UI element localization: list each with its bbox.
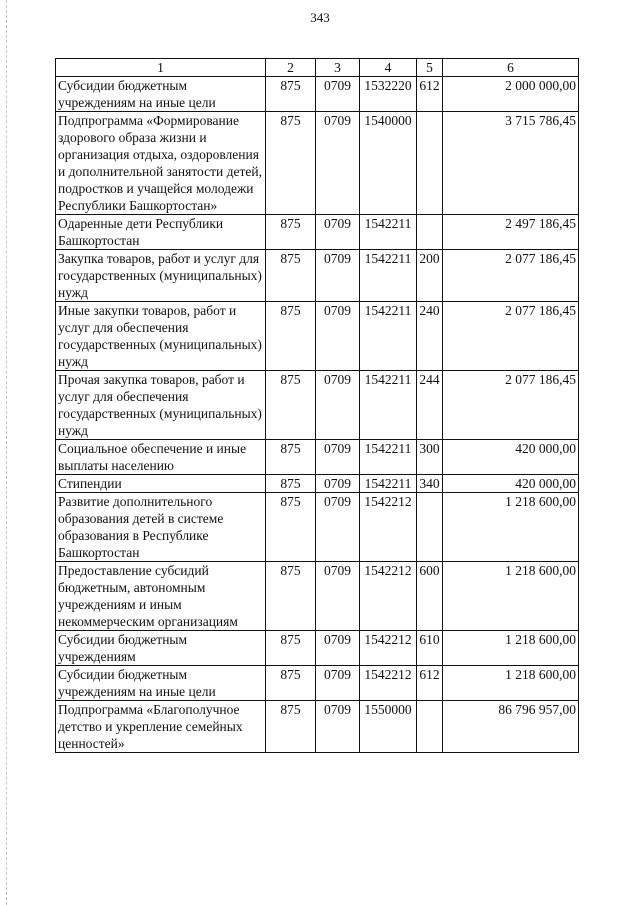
row-section: 0709 (316, 701, 360, 753)
row-section: 0709 (316, 493, 360, 562)
row-name: Иные закупки товаров, работ и услуг для обеспечения государственных (муниципальных) нужд (56, 302, 266, 371)
row-target: 1550000 (360, 701, 417, 753)
row-section: 0709 (316, 562, 360, 631)
row-section: 0709 (316, 250, 360, 302)
row-code: 875 (266, 250, 316, 302)
row-name: Подпрограмма «Благополучное детство и укрепление семейных ценностей» (56, 701, 266, 753)
row-code: 875 (266, 440, 316, 475)
table-row (56, 440, 579, 475)
table-header-row (56, 59, 579, 77)
row-type: 612 (417, 666, 443, 701)
page-number: 343 (310, 10, 330, 25)
row-amount: 1 218 600,00 (443, 493, 579, 562)
column-header-5: 5 (417, 59, 443, 77)
row-section: 0709 (316, 371, 360, 440)
row-code: 875 (266, 666, 316, 701)
table-row (56, 475, 579, 493)
row-amount: 3 715 786,45 (443, 112, 579, 215)
row-target: 1532220 (360, 77, 417, 112)
row-code: 875 (266, 701, 316, 753)
row-amount: 2 077 186,45 (443, 250, 579, 302)
row-type: 610 (417, 631, 443, 666)
row-amount: 2 497 186,45 (443, 215, 579, 250)
table-row (56, 701, 579, 753)
row-target: 1542211 (360, 215, 417, 250)
row-section: 0709 (316, 77, 360, 112)
row-section: 0709 (316, 666, 360, 701)
row-section: 0709 (316, 215, 360, 250)
column-header-6: 6 (443, 59, 579, 77)
row-code: 875 (266, 112, 316, 215)
row-type (417, 112, 443, 215)
row-amount: 86 796 957,00 (443, 701, 579, 753)
row-code: 875 (266, 475, 316, 493)
row-target: 1542211 (360, 475, 417, 493)
row-type (417, 215, 443, 250)
table-row (56, 371, 579, 440)
row-target: 1542212 (360, 666, 417, 701)
table-row (56, 631, 579, 666)
row-name: Прочая закупка товаров, работ и услуг для обеспечения государственных (муниципальных) нужд (56, 371, 266, 440)
row-code: 875 (266, 631, 316, 666)
row-amount: 420 000,00 (443, 475, 579, 493)
row-name: Социальное обеспечение и иные выплаты населению (56, 440, 266, 475)
row-name: Развитие дополнительного образования детей в системе образования в Республике Башкортостан (56, 493, 266, 562)
table-row (56, 215, 579, 250)
row-amount: 1 218 600,00 (443, 631, 579, 666)
table-row (56, 562, 579, 631)
row-code: 875 (266, 493, 316, 562)
row-code: 875 (266, 302, 316, 371)
row-amount: 2 000 000,00 (443, 77, 579, 112)
row-target: 1542212 (360, 631, 417, 666)
row-code: 875 (266, 371, 316, 440)
table-row (56, 493, 579, 562)
row-type: 240 (417, 302, 443, 371)
row-section: 0709 (316, 475, 360, 493)
row-section: 0709 (316, 631, 360, 666)
scan-edge (6, 0, 8, 905)
row-type (417, 493, 443, 562)
row-section: 0709 (316, 302, 360, 371)
row-amount: 1 218 600,00 (443, 562, 579, 631)
row-target: 1542212 (360, 493, 417, 562)
row-name: Закупка товаров, работ и услуг для государственных (муниципальных) нужд (56, 250, 266, 302)
row-name: Одаренные дети Республики Башкортостан (56, 215, 266, 250)
table-row (56, 112, 579, 215)
row-section: 0709 (316, 440, 360, 475)
budget-table (55, 58, 579, 753)
row-amount: 1 218 600,00 (443, 666, 579, 701)
row-code: 875 (266, 215, 316, 250)
row-name: Субсидии бюджетным учреждениям (56, 631, 266, 666)
row-name: Подпрограмма «Формирование здорового образа жизни и организация отдыха, оздоровления и дополнительной занятости детей, подростков и учащейся молодежи Республики Башкортостан» (56, 112, 266, 215)
table-row (56, 77, 579, 112)
row-target: 1542211 (360, 440, 417, 475)
row-name: Субсидии бюджетным учреждениям на иные цели (56, 666, 266, 701)
column-header-4: 4 (360, 59, 417, 77)
row-target: 1542211 (360, 302, 417, 371)
row-type: 200 (417, 250, 443, 302)
table-row (56, 666, 579, 701)
row-type: 244 (417, 371, 443, 440)
row-type: 300 (417, 440, 443, 475)
row-code: 875 (266, 77, 316, 112)
column-header-3: 3 (316, 59, 360, 77)
row-target: 1542211 (360, 250, 417, 302)
row-amount: 420 000,00 (443, 440, 579, 475)
row-type: 612 (417, 77, 443, 112)
row-target: 1542211 (360, 371, 417, 440)
row-amount: 2 077 186,45 (443, 302, 579, 371)
row-name: Стипендии (56, 475, 266, 493)
row-name: Предоставление субсидий бюджетным, автономным учреждениям и иным некоммерческим организациям (56, 562, 266, 631)
row-amount: 2 077 186,45 (443, 371, 579, 440)
table-row (56, 250, 579, 302)
row-target: 1542212 (360, 562, 417, 631)
row-code: 875 (266, 562, 316, 631)
row-section: 0709 (316, 112, 360, 215)
row-type (417, 701, 443, 753)
column-header-2: 2 (266, 59, 316, 77)
column-header-1: 1 (56, 59, 266, 77)
row-type: 600 (417, 562, 443, 631)
table-row (56, 302, 579, 371)
row-name: Субсидии бюджетным учреждениям на иные цели (56, 77, 266, 112)
row-target: 1540000 (360, 112, 417, 215)
row-type: 340 (417, 475, 443, 493)
